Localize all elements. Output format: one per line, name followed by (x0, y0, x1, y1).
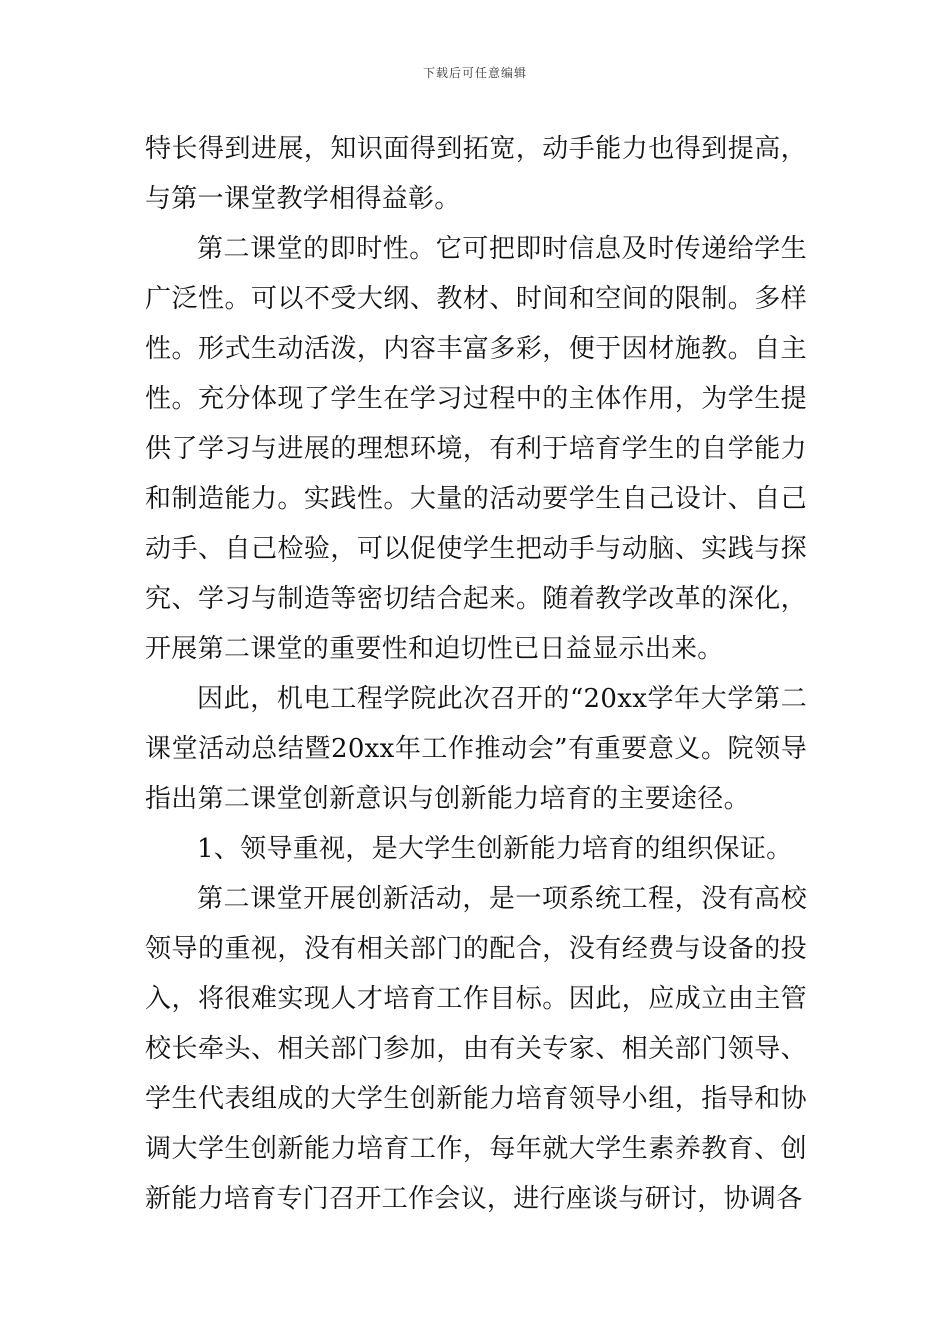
document-body (145, 124, 807, 1224)
paragraph-second-classroom-features: 第二课堂的即时性。它可把即时信息及时传递给学生广泛性。可以不受大纲、教材、时间和空间的限制。多样性。形式生动活泼，内容丰富多彩，便于因材施教。自主性。充分体现了学生在学习过程中的主体作用，为学生提供了学习与进展的理想环境，有利于培育学生的自学能力和制造能力。实践性。大量的活动要学生自己设计、自己动手、自己检验，可以促使学生把动手与动脑、实践与探究、学习与制造等密切结合起来。随着教学改革的深化，开展第二课堂的重要性和迫切性已日益显示出来。 (145, 234, 807, 664)
page-header: 下载后可任意编辑 (422, 66, 527, 80)
paragraph-systematic-project: 第二课堂开展创新活动，是一项系统工程，没有高校领导的重视，没有相关部门的配合，没有经费与设备的投入，将很难实现人才培育工作目标。因此，应成立由主管校长牵头、相关部门参加，由有关专家、相关部门领导、学生代表组成的大学生创新能力培育领导小组，指导和协调大学生创新能力培育工作，每年就大学生素养教育、创新能力培育专门召开工作会议，进行座谈与研讨，协调各 (145, 884, 807, 1214)
paragraph-continuation: 特长得到进展，知识面得到拓宽，动手能力也得到提高，与第一课堂教学相得益彰。 (145, 134, 807, 214)
paragraph-point-1-heading: 1、领导重视，是大学生创新能力培育的组织保证。 (197, 834, 793, 864)
paragraph-meeting-significance: 因此，机电工程学院此次召开的“20xx学年大学第二课堂活动总结暨20xx年工作推动会”有重要意义。院领导指出第二课堂创新意识与创新能力培育的主要途径。 (145, 684, 807, 814)
